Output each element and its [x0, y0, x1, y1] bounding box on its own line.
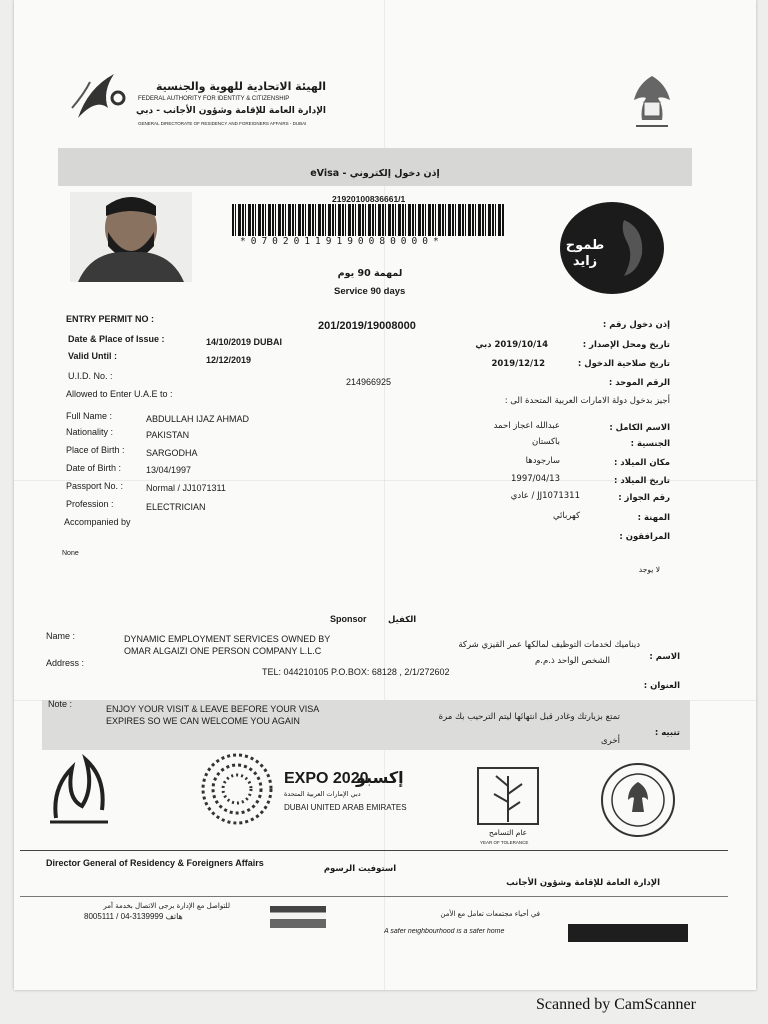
- duration-en: Service 90 days: [334, 286, 406, 297]
- barcode-top-number: 21920100836661/1: [332, 194, 406, 204]
- barcode-number: *07020119190080000*: [240, 236, 444, 247]
- sponsor-name-line2: OMAR ALGAIZI ONE PERSON COMPANY L.L.C: [124, 646, 322, 656]
- valid-until-label: Valid Until :: [68, 351, 118, 361]
- sponsor-address-ar-label: العنوان :: [643, 681, 680, 691]
- issue-ar: تاريخ ومحل الإصدار :: [582, 340, 670, 350]
- passport-value: Normal / JJ1071311: [146, 483, 226, 493]
- valid-until-ar: تاريخ صلاحية الدخول :: [577, 359, 670, 369]
- valid-until-ar-value: 2019/12/12: [491, 359, 545, 369]
- note-label: Note :: [48, 699, 73, 709]
- valid-until-value: 12/12/2019: [206, 355, 252, 365]
- tolerance-ar: عام التسامح: [488, 828, 528, 837]
- accompanied-label: Accompanied by: [64, 517, 131, 527]
- footer-logo-center: [270, 906, 326, 928]
- authority-name-ar: الهيئة الاتحادية للهوية والجنسية: [156, 80, 326, 93]
- sponsor-title-ar: الكفيل: [388, 615, 417, 625]
- profession-value: ELECTRICIAN: [146, 502, 206, 512]
- issue-label: Date & Place of Issue :: [68, 334, 165, 344]
- footer-logo-right: [568, 924, 688, 942]
- dubai-police-seal: [598, 760, 678, 840]
- sponsor-name-ar-label: الاسم :: [649, 652, 680, 662]
- place-of-birth-ar-label: مكان الميلاد :: [613, 458, 670, 468]
- nationality-ar-label: الجنسية :: [630, 439, 670, 449]
- entry-permit-value: 201/2019/19008000: [318, 320, 416, 332]
- evisa-title-band: [58, 148, 692, 186]
- full-name-label: Full Name :: [66, 411, 113, 421]
- full-name-value: ABDULLAH IJAZ AHMAD: [146, 414, 250, 424]
- sponsor-address-value: TEL: 044210105 P.O.BOX: 68128 , 2/1/272602: [262, 667, 450, 677]
- place-of-birth-label: Place of Birth :: [66, 445, 125, 455]
- safer-en: A safer neighbourhood is a safer home: [384, 928, 505, 935]
- accompanied-none: None: [62, 550, 79, 557]
- authority-name-en: FEDERAL AUTHORITY FOR IDENTITY & CITIZENSHIP: [138, 96, 290, 102]
- issue-ar-value: 2019/10/14 دبي: [475, 340, 548, 350]
- date-of-birth-label: Date of Birth :: [66, 463, 122, 473]
- date-of-birth-ar-value: 1997/04/13: [511, 474, 560, 484]
- nationality-label: Nationality :: [66, 427, 114, 437]
- uid-value: 214966925: [346, 377, 392, 387]
- applicant-photo: [70, 192, 192, 282]
- accompanied-none-ar: لا يوجد: [638, 565, 660, 574]
- accompanied-ar: المرافقون :: [619, 532, 670, 542]
- sponsor-name-ar-line1: ديناميك لخدمات التوظيف لمالكها عمر القيزي شركة: [458, 640, 640, 650]
- note-ar-label: تنبيه :: [654, 728, 680, 738]
- fees-ar: استوفيت الرسوم: [323, 864, 397, 874]
- expo-sub-ar: دبي الإمارات العربية المتحدة: [284, 790, 361, 798]
- evisa-title: إذن دخول إلكتروني - eVisa: [310, 168, 440, 179]
- uid-ar: الرقم الموحد :: [608, 378, 670, 388]
- date-of-birth-ar-label: تاريخ الميلاد :: [613, 476, 670, 486]
- profession-label: Profession :: [66, 499, 114, 509]
- place-of-birth-value: SARGODHA: [146, 448, 198, 458]
- passport-label: Passport No. :: [66, 481, 124, 491]
- allowed-ar: أجيز بدخول دولة الامارات العربية المتحدة الى :: [504, 396, 670, 406]
- date-of-birth-value: 13/04/1997: [146, 465, 192, 475]
- expo-title: EXPO 2020: [284, 770, 369, 787]
- entry-permit-ar: إذن دخول رقم :: [602, 320, 670, 330]
- barcode: [232, 204, 504, 236]
- contact-number: 8005111 / 04-3139999 هاتف: [84, 912, 183, 921]
- calligraphy-logo: [42, 748, 122, 830]
- year-of-tolerance-logo: [476, 766, 542, 828]
- authority-bird-logo: [68, 68, 132, 124]
- place-of-birth-ar-value: سارجودها: [525, 456, 560, 466]
- duration-ar: لمهمة 90 يوم: [337, 268, 403, 279]
- passport-ar-label: رقم الجواز :: [618, 493, 670, 503]
- sponsor-title: Sponsor: [330, 614, 367, 624]
- footer-rule-2: [20, 896, 728, 897]
- sponsor-name-label: Name :: [46, 631, 76, 641]
- note-line2: EXPIRES SO WE CAN WELCOME YOU AGAIN: [106, 716, 300, 726]
- directorate-name-ar: الإدارة العامة للإقامة وشؤون الأجانب - دبي: [135, 106, 326, 116]
- director-ar: الإدارة العامة للإقامة وشؤون الأجانب: [506, 878, 660, 888]
- tolerance-en: YEAR OF TOLERANCE: [480, 840, 529, 845]
- full-name-ar-value: عبدالله اعجاز احمد: [493, 421, 560, 431]
- note-ar-line1: تمتع بزيارتك وغادر قبل انتهائها ليتم الترحيب بك مرة: [438, 712, 620, 722]
- passport-ar-value: JJ1071311 / عادي: [510, 491, 580, 501]
- director-en: Director General of Residency & Foreigners Affairs: [46, 858, 264, 868]
- nationality-value: PAKISTAN: [146, 430, 190, 440]
- note-line1: ENJOY YOUR VISIT & LEAVE BEFORE YOUR VISA: [106, 704, 320, 714]
- allowed-label: Allowed to Enter U.A.E to :: [66, 389, 173, 399]
- profession-ar-value: كهربائي: [552, 511, 580, 521]
- contact-ar: للتواصل مع الإدارة برجى الاتصال بخدمة آمر: [103, 902, 230, 910]
- footer-rule: [20, 850, 728, 851]
- note-ar-line2: أخرى: [601, 736, 620, 746]
- profession-ar-label: المهنة :: [637, 513, 670, 523]
- uae-emblem-icon: [628, 72, 676, 134]
- badge-text: طموح زايد: [565, 238, 605, 269]
- directorate-name-en: GENERAL DIRECTORATE OF RESIDENCY AND FOREIGNERS AFFAIRS - DUBAI: [138, 121, 307, 126]
- expo-sub-en: DUBAI UNITED ARAB EMIRATES: [284, 803, 407, 812]
- camscanner-watermark: Scanned by CamScanner: [536, 996, 696, 1013]
- sponsor-name-ar-line2: الشخص الواحد ذ.م.م: [535, 656, 610, 666]
- entry-permit-label: ENTRY PERMIT NO :: [66, 314, 155, 324]
- issue-value: 14/10/2019 DUBAI: [206, 337, 283, 347]
- expo-2020-emblem: [200, 752, 274, 826]
- sponsor-address-label: Address :: [46, 658, 85, 668]
- expo-title-ar: إكسبو: [356, 768, 404, 787]
- full-name-ar-label: الاسم الكامل :: [609, 423, 670, 433]
- safer-ar: في أحياء مجتمعات تعامل مع الأمن: [440, 910, 540, 918]
- uid-label: U.I.D. No. :: [68, 371, 113, 381]
- sponsor-name-line1: DYNAMIC EMPLOYMENT SERVICES OWNED BY: [124, 634, 331, 644]
- nationality-ar-value: باكستان: [532, 437, 560, 447]
